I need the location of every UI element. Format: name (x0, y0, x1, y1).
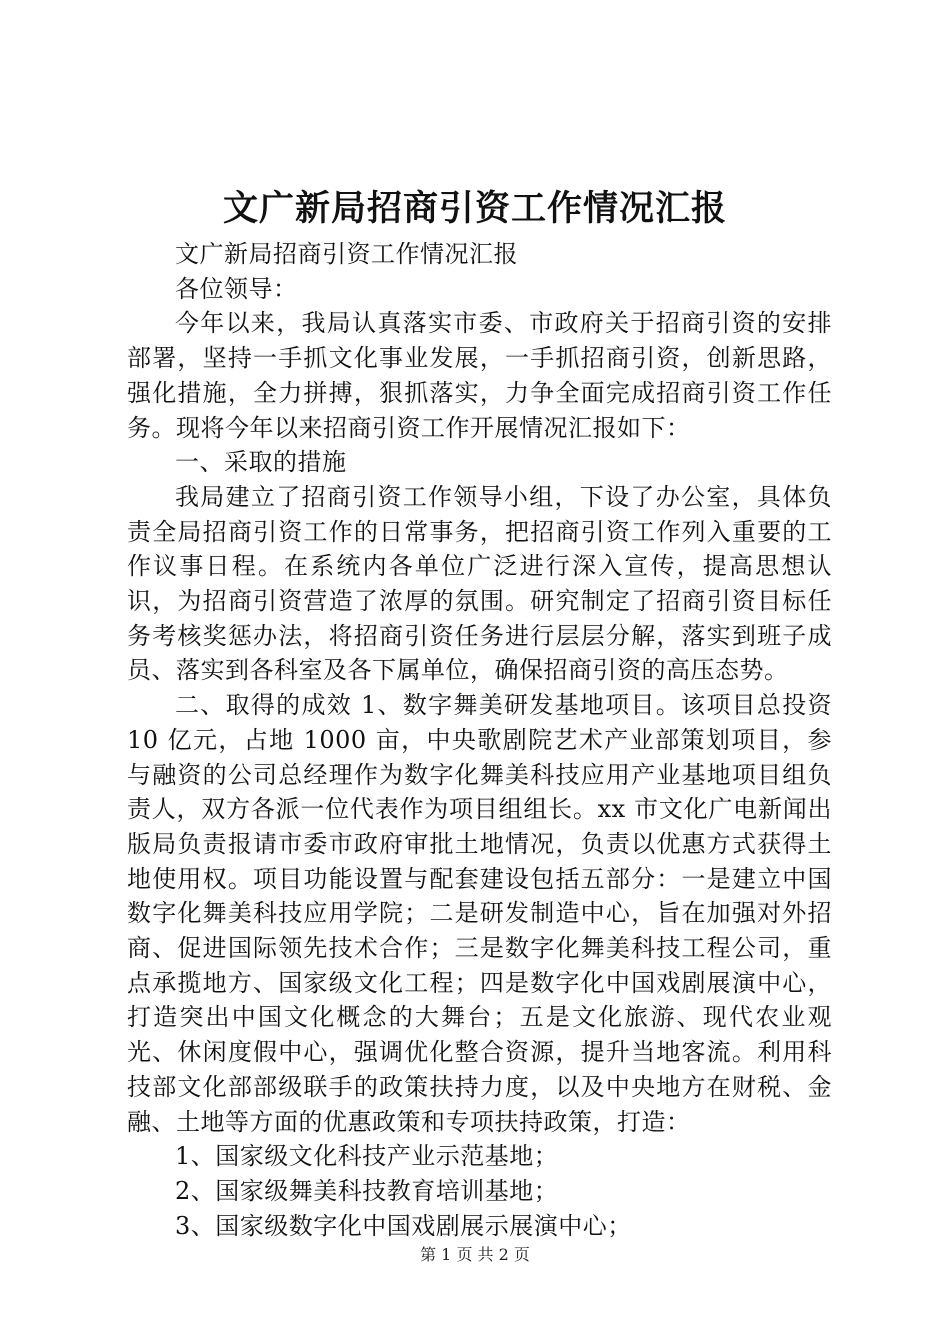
document-title: 文广新局招商引资工作情况汇报 (222, 188, 727, 229)
document-body (127, 237, 832, 1243)
measures-paragraph: 我局建立了招商引资工作领导小组，下设了办公室，具体负责全局招商引资工作的日常事务，把招商引资工作列入重要的工作议事日程。在系统内各单位广泛进行深入宣传，提高思想认识，为招商引资营造了浓厚的氛围。研究制定了招商引资目标任务考核奖惩办法，将招商引资任务进行层层分解，落实到班子成员、落实到各科室及各下属单位，确保招商引资的高压态势。 (127, 482, 832, 685)
salutation: 各位领导： (175, 274, 298, 303)
intro-paragraph: 今年以来，我局认真落实市委、市政府关于招商引资的安排部署，坚持一手抓文化事业发展，一手抓招商引资，创新思路，强化措施，全力拼搏，狠抓落实，力争全面完成招商引资工作任务。现将今年以来招商引资工作开展情况汇报如下： (127, 309, 832, 442)
body-subtitle: 文广新局招商引资工作情况汇报 (175, 240, 518, 268)
section-heading-measures: 一、采取的措施 (175, 448, 347, 477)
list-item-1: 1、国家级文化科技产业示范基地； (175, 1142, 559, 1171)
list-item-2: 2、国家级舞美科技教育培训基地； (175, 1176, 559, 1205)
page-number-footer: 第 1 页 共 2 页 (420, 1245, 530, 1264)
list-item-3: 3、国家级数字化中国戏剧展示展演中心； (175, 1211, 632, 1240)
results-paragraph: 二、取得的成效 1、数字舞美研发基地项目。该项目总投资 10 亿元，占地 1000 亩，中央歌剧院艺术产业部策划项目，参与融资的公司总经理作为数字化舞美科技应用产业基地项目组负责人，双方各派一位代表作为项目组组长。xx 市文化广电新闻出版局负责报请市委市政府审批土地情况，负责以优惠方式获得土地使用权。项目功能设置与配套建设包括五部分：一是建立中国数字化舞美科技应用学院；二是研发制造中心，旨在加强对外招商、促进国际领先技术合作；三是数字化舞美科技工程公司，重点承揽地方、国家级文化工程；四是数字化中国戏剧展演中心，打造突出中国文化概念的大舞台；五是文化旅游、现代农业观光、休闲度假中心，强调优化整合资源，提升当地客流。利用科技部文化部部级联手的政策扶持力度，以及中央地方在财税、金融、土地等方面的优惠政策和专项扶持政策，打造： (127, 691, 832, 1136)
